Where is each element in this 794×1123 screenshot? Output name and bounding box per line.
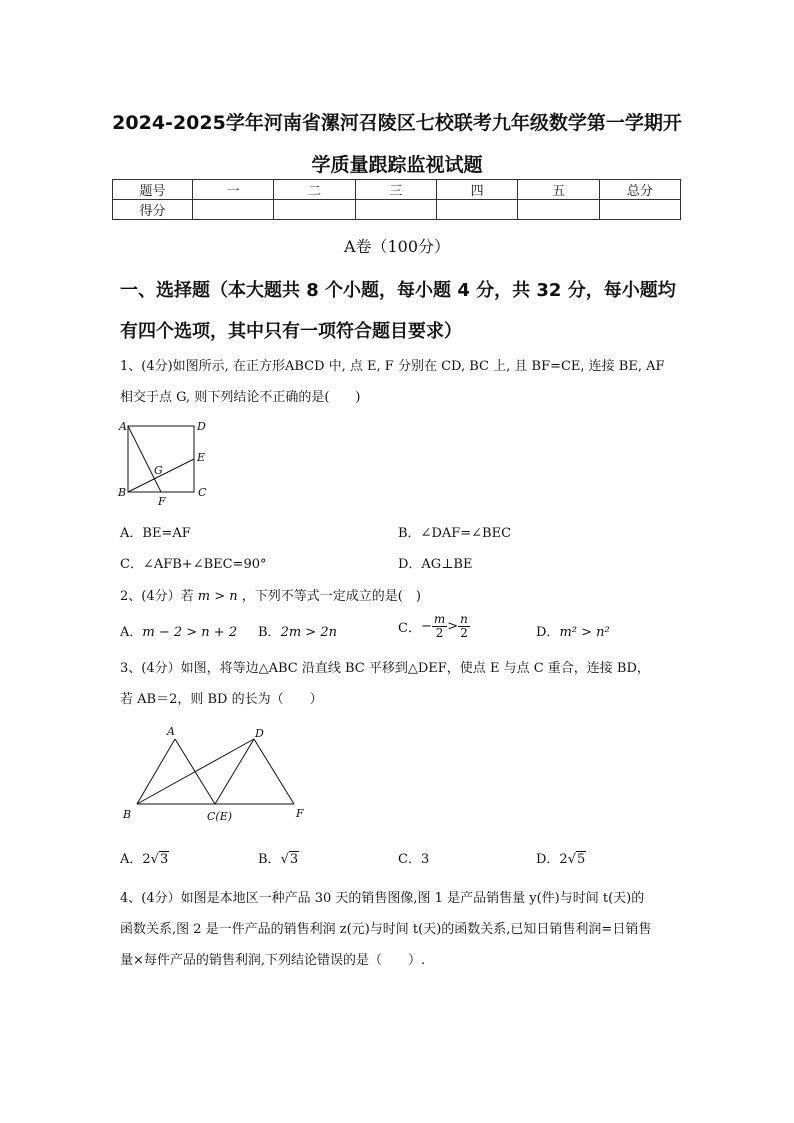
score-header-cell: 三 bbox=[355, 180, 436, 200]
section-a-title: A卷（100分） bbox=[343, 237, 451, 256]
q3-option-a-radicand: 3 bbox=[159, 852, 169, 867]
q2-option-c-num1: m bbox=[433, 612, 446, 626]
q2-stem-prefix: 2、(4分）若 bbox=[120, 589, 194, 604]
q3-label-b: B bbox=[123, 808, 132, 821]
score-header-cell: 五 bbox=[518, 180, 599, 200]
q1-stem-line2: 相交于点 G, 则下列结论不正确的是( ) bbox=[120, 390, 361, 405]
q3-option-a-label: A．2 bbox=[120, 852, 151, 867]
q3-label-f: F bbox=[296, 807, 304, 820]
q2-option-a-expr: m − 2 > n + 2 bbox=[142, 625, 238, 640]
q2-option-d-label: D． bbox=[536, 625, 560, 640]
score-header-cell: 题号 bbox=[113, 180, 193, 200]
q3-option-b-radicand: 3 bbox=[289, 852, 299, 867]
score-header-cell: 一 bbox=[193, 180, 274, 200]
q3-label-d: D bbox=[255, 727, 264, 740]
q2-option-d-expr: m² > n² bbox=[559, 625, 610, 640]
q1-label-d: D bbox=[197, 420, 206, 433]
q3-stem-line1: 3、(4分）如图，将等边△ABC 沿直线 BC 平移到△DEF，使点 E 与点 C 重合，连接 BD， bbox=[120, 661, 650, 676]
q4-stem-line3: 量×每件产品的销售利润,下列结论错误的是（ ）. bbox=[120, 953, 426, 968]
q1-label-c: C bbox=[198, 486, 207, 499]
section1-heading-line1: 一、选择题（本大题共 8 个小题，每小题 4 分，共 32 分，每小题均 bbox=[120, 280, 676, 301]
exam-title-line1: 2024-2025学年河南省漯河召陵区七校联考九年级数学第一学期开 bbox=[112, 112, 682, 134]
q3-option-b-label: B． bbox=[258, 852, 281, 867]
score-header-cell: 二 bbox=[274, 180, 355, 200]
q4-stem-line1: 4、(4分）如图是本地区一种产品 30 天的销售图像,图 1 是产品销售量 y(件)与时间 t(天)的 bbox=[120, 891, 645, 906]
q3-option-d-radicand: 5 bbox=[577, 852, 586, 867]
q2-option-b-label: B． bbox=[258, 625, 281, 640]
q1-label-g: G bbox=[154, 464, 163, 477]
q3-option-a-sqrt: √3 bbox=[150, 852, 169, 867]
q2-option-c-label: C． bbox=[398, 621, 421, 636]
q3-option-d-label: D．2 bbox=[536, 852, 568, 867]
q2-option-c-gt: > bbox=[447, 619, 459, 634]
q1-stem-line1: 1、(4分)如图所示, 在正方形ABCD 中, 点 E, F 分别在 CD, BC 上, 且 BF=CE, 连接 BE, AF bbox=[120, 359, 665, 374]
q3-option-d-sqrt: √5 bbox=[567, 852, 586, 867]
q4-stem-line2: 函数关系,图 2 是一件产品的销售利润 z(元)与时间 t(天)的函数关系,已知日销售利润=日销售 bbox=[120, 922, 652, 937]
q3-option-b-sqrt: √3 bbox=[280, 852, 299, 867]
q2-option-b-expr: 2m > 2n bbox=[280, 625, 337, 640]
q1-label-a: A bbox=[119, 420, 127, 433]
q3-option-d bbox=[536, 848, 586, 867]
q1-label-b: B bbox=[118, 486, 127, 499]
q2-option-c-num2: n bbox=[460, 612, 468, 626]
q3-stem-line2: 若 AB＝2，则 BD 的长为（ ） bbox=[120, 692, 323, 707]
q3-option-b bbox=[258, 848, 299, 867]
q3-option-a bbox=[120, 848, 169, 867]
q1-option-d: D．AG⊥BE bbox=[398, 557, 473, 572]
score-header-cell: 四 bbox=[436, 180, 517, 200]
q3-option-c: C．3 bbox=[398, 852, 430, 867]
q2-stem-suffix: ，下列不等式一定成立的是( ) bbox=[241, 589, 421, 604]
score-row-label: 得分 bbox=[113, 200, 193, 220]
section1-heading-line2: 有四个选项，其中只有一项符合题目要求） bbox=[120, 321, 462, 342]
q2-option-c-den2: 2 bbox=[460, 626, 468, 640]
q2-option-c-minus: − bbox=[420, 619, 432, 634]
q2-option-c-den1: 2 bbox=[435, 626, 444, 640]
q3-label-ce: C(E) bbox=[207, 810, 233, 823]
q3-label-a: A bbox=[167, 725, 175, 738]
q1-label-e: E bbox=[197, 451, 206, 464]
exam-title-line2: 学质量跟踪监视试题 bbox=[311, 154, 483, 176]
q1-option-a: A．BE=AF bbox=[120, 526, 191, 541]
q1-label-f: F bbox=[158, 495, 166, 508]
q1-option-b: B．∠DAF=∠BEC bbox=[398, 526, 512, 541]
q1-option-c: C．∠AFB+∠BEC=90° bbox=[120, 557, 267, 572]
q2-stem-condition: m > n bbox=[197, 589, 238, 604]
score-header-cell: 总分 bbox=[599, 180, 680, 200]
q2-option-a-label: A． bbox=[120, 625, 143, 640]
